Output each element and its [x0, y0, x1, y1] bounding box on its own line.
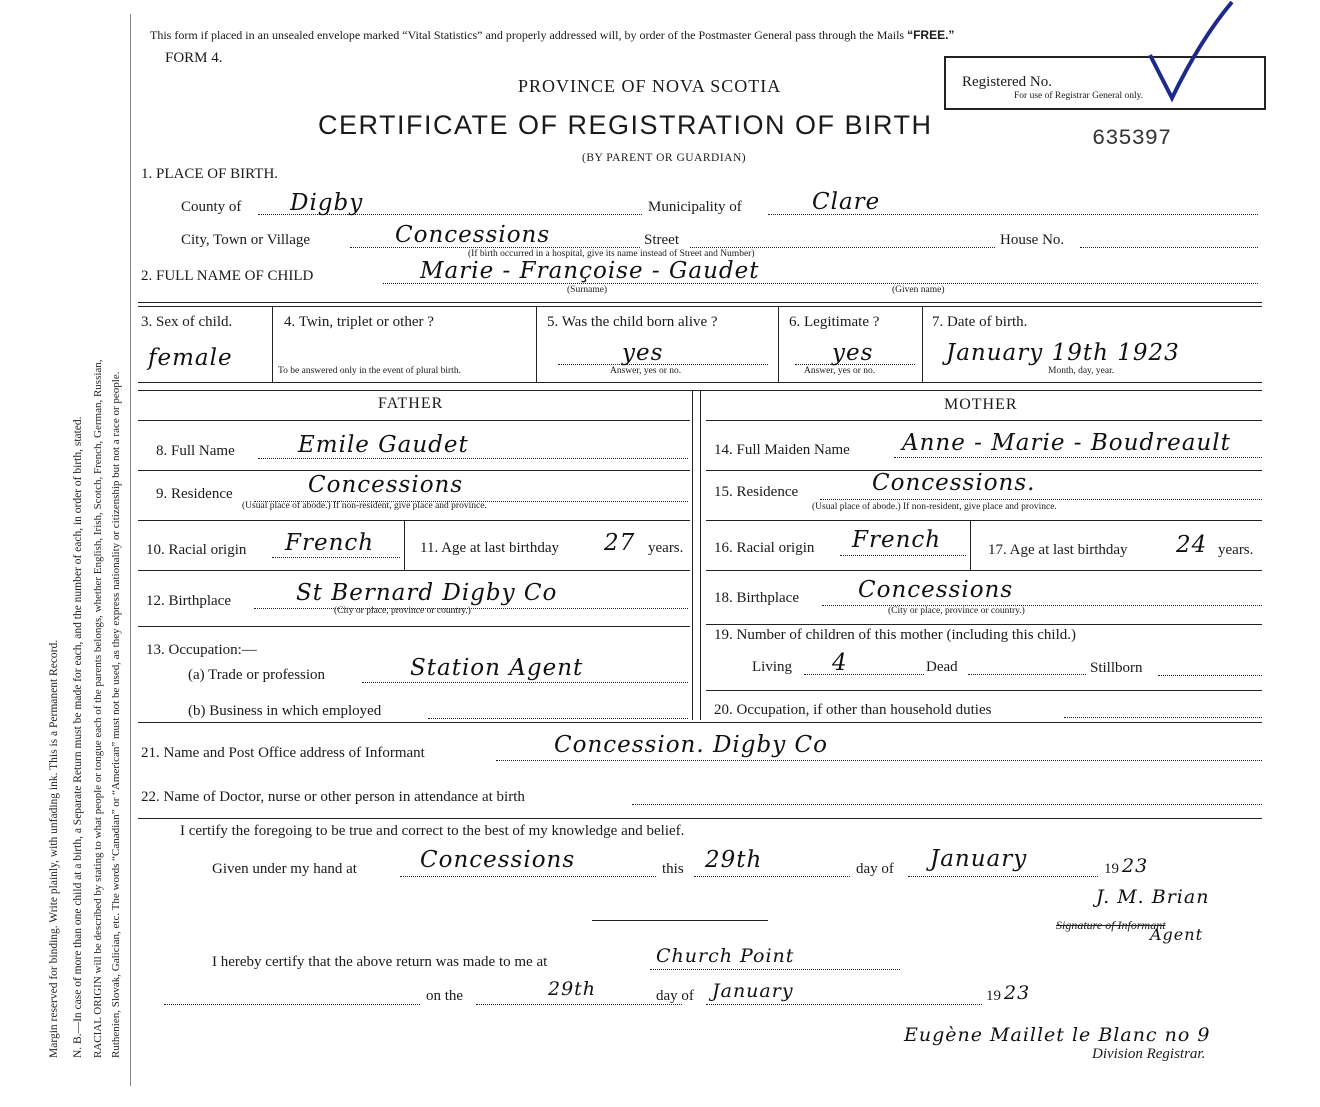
- signature-of-informant-label: Signature of Informant: [1056, 918, 1166, 932]
- child-name-label: 2. FULL NAME OF CHILD: [141, 268, 314, 284]
- doctor-label: 22. Name of Doctor, nurse or other person in attendance at birth: [141, 789, 525, 805]
- divider-alive: [778, 306, 779, 382]
- check-mark-icon: [1140, 0, 1240, 110]
- father-trade-label: (a) Trade or profession: [188, 667, 326, 683]
- mother-dead-line: [968, 674, 1086, 675]
- mother-residence-line: [820, 499, 1262, 500]
- registered-label: Registered No.: [962, 74, 1052, 90]
- city-value: Concessions: [395, 222, 551, 248]
- rule-father-3: [138, 570, 690, 571]
- registrar-blank-line: [164, 1004, 420, 1005]
- municipality-label: Municipality of: [648, 199, 742, 215]
- divider-twin: [536, 306, 537, 382]
- registrar-day-value: 29th: [548, 978, 597, 1000]
- day-of-label: day of: [856, 861, 894, 877]
- county-label: County of: [181, 199, 242, 215]
- legitimate-note: Answer, yes or no.: [804, 366, 876, 376]
- rule-father-2: [138, 520, 690, 521]
- mother-name-value: Anne - Marie - Boudreault: [902, 430, 1231, 456]
- mother-stillborn-label: Stillborn: [1090, 660, 1143, 676]
- registrar-year-suffix: 23: [1004, 982, 1031, 1004]
- year-suffix: 23: [1122, 855, 1149, 877]
- registrar-year-prefix: 19: [986, 988, 1001, 1004]
- date-of-birth-label: 7. Date of birth.: [932, 314, 1028, 330]
- this-day-value: 29th: [705, 847, 763, 873]
- father-trade-line: [362, 682, 688, 683]
- rule-mother-3: [706, 570, 1262, 571]
- mother-race-line: [840, 555, 966, 556]
- month-value: January: [930, 846, 1028, 872]
- county-value: Digby: [290, 190, 364, 216]
- parent-column-divider: [692, 390, 693, 720]
- registrar-month-line: [706, 1004, 982, 1005]
- father-race-line: [272, 557, 400, 558]
- registrar-signature: Eugène Maillet le Blanc no 9: [904, 1024, 1211, 1046]
- alive-label: 5. Was the child born alive ?: [547, 314, 718, 330]
- informant-signature: J. M. Brian: [1096, 886, 1210, 908]
- registration-stamp-number: 635397: [1092, 126, 1172, 151]
- father-age-label: 11. Age at last birthday: [420, 540, 559, 556]
- father-trade-value: Station Agent: [410, 655, 584, 681]
- mother-age-value: 24: [1176, 532, 1208, 558]
- municipality-value: Clare: [812, 189, 881, 215]
- this-day-line: [694, 876, 850, 877]
- mother-age-unit: years.: [1218, 542, 1254, 558]
- father-name-value: Emile Gaudet: [298, 432, 469, 458]
- father-business-line: [428, 718, 688, 719]
- divider-sex: [272, 306, 273, 382]
- father-residence-label: 9. Residence: [156, 486, 233, 502]
- doctor-line: [632, 804, 1262, 805]
- rule-father-1: [138, 470, 690, 471]
- margin-note-multiple-births: N. B.—In case of more than one child at a birth, a Separate Return must be made for each, and the number of each, in order of birth, stated.: [72, 416, 84, 1058]
- this-label: this: [662, 861, 684, 877]
- twin-label: 4. Twin, triplet or other ?: [284, 314, 434, 330]
- legitimate-label: 6. Legitimate ?: [789, 314, 880, 330]
- given-place-value: Concessions: [420, 847, 576, 873]
- mother-birthplace-note: (City or place, province or country.): [888, 606, 1025, 616]
- place-of-birth-label: 1. PLACE OF BIRTH.: [141, 166, 279, 182]
- given-place-line: [400, 876, 656, 877]
- twin-note: To be answered only in the event of plural birth.: [278, 366, 461, 376]
- divider-mother-race: [970, 520, 971, 570]
- father-birthplace-label: 12. Birthplace: [146, 593, 231, 609]
- mother-name-label: 14. Full Maiden Name: [714, 442, 850, 458]
- mother-living-value: 4: [832, 650, 848, 676]
- mother-living-line: [804, 674, 924, 675]
- rule-father-heading: [138, 420, 690, 421]
- sex-value: female: [148, 345, 233, 371]
- father-residence-note: (Usual place of abode.) If non-resident, give place and province.: [242, 501, 487, 511]
- father-age-unit: years.: [648, 540, 684, 556]
- father-race-value: French: [285, 530, 375, 556]
- mother-residence-value: Concessions.: [872, 470, 1036, 496]
- margin-note-racial-origin-cont: Ruthenien, Slovak, Galician, etc. The words “Canadian” or “American” must not be used, as they express nationality or citizenship but not a race or people.: [110, 371, 122, 1058]
- father-birthplace-note: (City or place, province or country.): [334, 606, 471, 616]
- father-birthplace-value: St Bernard Digby Co: [296, 580, 558, 606]
- informant-label: 21. Name and Post Office address of Informant: [141, 745, 425, 761]
- registered-note: For use of Registrar General only.: [1014, 91, 1144, 101]
- margin-note-binding: Margin reserved for binding. Write plainly, with unfading ink. This is a Permanent Record.: [48, 639, 60, 1058]
- father-birthplace-line: [254, 608, 688, 609]
- mother-children-label: 19. Number of children of this mother (including this child.): [714, 627, 1077, 643]
- alive-value: yes: [622, 340, 664, 366]
- divider-legit: [922, 306, 923, 382]
- registrar-month-value: January: [712, 980, 794, 1002]
- postal-notice: [150, 28, 954, 43]
- parent-column-divider-2: [700, 390, 701, 720]
- registrar-day-line: [476, 1004, 682, 1005]
- rule-mother-2: [706, 520, 1262, 521]
- divider-father-race: [404, 520, 405, 570]
- registrar-day-of-label: day of: [656, 988, 694, 1004]
- postal-notice-text: This form if placed in an unsealed envelope marked “Vital Statistics” and properly addressed will, by order of the Postmaster General pass through the Mails: [150, 28, 905, 42]
- given-under-label: Given under my hand at: [212, 861, 357, 877]
- mother-occupation-line: [1064, 717, 1262, 718]
- sex-label: 3. Sex of child.: [141, 314, 233, 330]
- father-name-label: 8. Full Name: [156, 443, 235, 459]
- father-residence-value: Concessions: [308, 472, 464, 498]
- child-name-value: Marie - Françoise - Gaudet: [420, 258, 760, 284]
- form-number: FORM 4.: [165, 50, 223, 66]
- postal-free: “FREE.”: [907, 28, 955, 42]
- rule-parent-bottom: [138, 722, 1262, 723]
- division-registrar-label: Division Registrar.: [1092, 1046, 1206, 1062]
- mother-birthplace-value: Concessions: [858, 577, 1014, 603]
- father-business-label: (b) Business in which employed: [188, 703, 382, 719]
- father-occupation-label: 13. Occupation:—: [146, 642, 257, 658]
- mother-race-label: 16. Racial origin: [714, 540, 815, 556]
- alive-note: Answer, yes or no.: [610, 366, 682, 376]
- registrar-place-line: [650, 969, 900, 970]
- mother-birthplace-label: 18. Birthplace: [714, 590, 799, 606]
- father-age-value: 27: [604, 530, 636, 556]
- rule-mother-5: [706, 690, 1262, 691]
- street-label: Street: [644, 232, 679, 248]
- mother-race-value: French: [852, 527, 942, 553]
- mother-living-label: Living: [752, 659, 792, 675]
- rule-mother-4: [706, 624, 1262, 625]
- margin-note-racial-origin: RACIAL ORIGIN will be described by stating to what people or tongue each of the parents belongs, whether English, Irish, Scotch, French, German, Russian,: [92, 359, 104, 1058]
- registrar-place-value: Church Point: [656, 945, 795, 967]
- mother-dead-label: Dead: [926, 659, 958, 675]
- given-name-note: (Given name): [892, 285, 945, 295]
- city-label: City, Town or Village: [181, 232, 311, 248]
- mother-heading: MOTHER: [944, 396, 1018, 413]
- rule-bottom-row: [138, 382, 1262, 383]
- rule-certification-top: [138, 818, 1262, 819]
- mother-residence-note: (Usual place of abode.) If non-resident, give place and province.: [812, 502, 1057, 512]
- signature-note: Agent: [1150, 925, 1203, 944]
- father-heading: FATHER: [378, 395, 444, 412]
- house-number-label: House No.: [1000, 232, 1065, 248]
- hospital-note: (If birth occurred in a hospital, give its name instead of Street and Number): [468, 249, 755, 259]
- informant-line: [496, 760, 1262, 761]
- street-line: [690, 247, 995, 248]
- house-number-line: [1080, 247, 1258, 248]
- registrar-certify-text: I hereby certify that the above return was made to me at: [212, 954, 548, 970]
- month-line: [908, 876, 1098, 877]
- legitimate-value: yes: [832, 340, 874, 366]
- on-the-label: on the: [426, 988, 464, 1004]
- rule-father-4: [138, 626, 690, 627]
- certify-text: I certify the foregoing to be true and correct to the best of my knowledge and belief.: [180, 823, 685, 839]
- page-title: CERTIFICATE OF REGISTRATION OF BIRTH: [318, 110, 933, 140]
- informant-value: Concession. Digby Co: [554, 732, 828, 758]
- mother-age-label: 17. Age at last birthday: [988, 542, 1128, 558]
- province-heading: PROVINCE OF NOVA SCOTIA: [518, 76, 782, 96]
- date-of-birth-value: January 19th 1923: [946, 340, 1180, 366]
- mother-name-line: [894, 457, 1262, 458]
- surname-note: (Surname): [567, 285, 608, 295]
- page-subtitle: (BY PARENT OR GUARDIAN): [582, 152, 747, 164]
- father-name-line: [258, 458, 688, 459]
- year-prefix: 19: [1104, 861, 1119, 877]
- rule-top-row: [138, 302, 1262, 303]
- rule-mother-heading: [706, 420, 1262, 421]
- date-of-birth-note: Month, day, year.: [1048, 366, 1115, 376]
- mother-stillborn-line: [1158, 675, 1262, 676]
- rule-top-row-double: [138, 306, 1262, 307]
- rule-certification-mid: [592, 920, 768, 921]
- father-race-label: 10. Racial origin: [146, 542, 247, 558]
- mother-occupation-label: 20. Occupation, if other than household duties: [714, 702, 992, 718]
- mother-residence-label: 15. Residence: [714, 484, 799, 500]
